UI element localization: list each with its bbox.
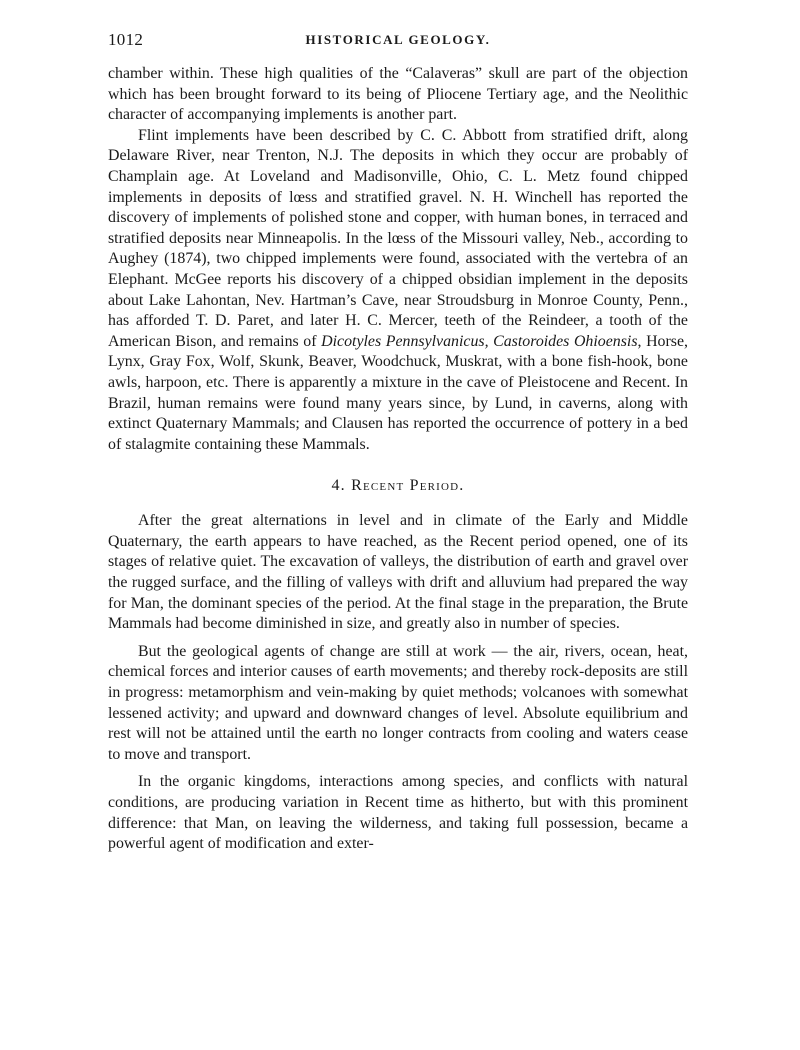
paragraph-geological-agents: But the geological agents of change are still at work — the air, rivers, ocean, heat, chemical forces and interior causes of earth movements; and thereby rock-deposits are still in progress: metamorphism and vein-making by quiet methods; volcanoes with somewhat lessened activity; and upward and downward changes of level. Absolute equilibrium and rest will not be attained until the earth no longer contracts from cooling and waters cease to move and transport. xyxy=(108,642,688,763)
section-heading xyxy=(108,477,688,495)
section-number: 4. xyxy=(331,477,346,495)
paragraph-text: Flint implements have been described by C. C. Abbott from stratified drift, along Delaware River, near Trenton, N.J. The deposits in which they occur are probably of Champlain age. At Loveland and Madisonville, Ohio, C. L. Metz found chipped implements in deposits of lœss and stratified gravel. N. H. Winchell has reported the discovery of implements of polished stone and copper, with human bones, in terraced and stratified deposits near Minneapolis. In the lœss of the Missouri valley, Neb., according to Aughey (1874), two chipped implements were found, associated with the vertebra of an Elephant. McGee reports his discovery of a chipped obsidian implement in the deposits about Lake Lahontan, Nev. Hartman’s Cave, near Stroudsburg in Monroe County, Penn., has afforded T. D. Paret, and later H. C. Mercer, teeth of the Reindeer, a tooth of the American Bison, and remains of xyxy=(108,126,688,350)
page-number: 1012 xyxy=(108,30,144,49)
section-title: Recent Period. xyxy=(351,477,465,495)
running-head xyxy=(108,30,688,56)
book-page xyxy=(108,30,688,855)
paragraph-text: , Horse, Lynx, Gray Fox, Wolf, Skunk, Beaver, Woodchuck, Muskrat, with a bone fish-hook, bone awls, harpoon, etc. There is apparently a mixture in the cave of Pleistocene and Recent. In Brazil, human remains were found many years since, by Lund, in caverns, along with extinct Quaternary Mammals; and Clausen has reported the occurrence of pottery in a bed of stalagmite containing these Mammals. xyxy=(108,332,688,453)
paragraph-recent-period-intro: After the great alternations in level and in climate of the Early and Middle Quaternary, the earth appears to have reached, as the Recent period opened, one of its stages of relative quiet. The excavation of valleys, the distribution of earth and gravel over the rugged surface, and the filling of valleys with drift and alluvium had prepared the way for Man, the dominant species of the period. At the final stage in the preparation, the Brute Mammals had become diminished in size, and greatly also in number of species. xyxy=(108,512,688,633)
paragraph-organic-kingdoms: In the organic kingdoms, interactions among species, and conflicts with natural conditions, are producing variation in Recent time as hitherto, but with this prominent difference: that Man, on leaving the wilderness, and taking full possession, became a powerful agent of modification and exter- xyxy=(108,773,688,853)
species-names-italic: Dicotyles Pennsylvanicus, Castoroides Ohioensis xyxy=(321,332,638,350)
paragraph-flint-implements xyxy=(108,126,688,456)
paragraph-continued: chamber within. These high qualities of the “Calaveras” skull are part of the objection which has been brought forward to its being of Pliocene Tertiary age, and the Neolithic character of accompanying implements is another part. xyxy=(108,65,688,124)
running-title: HISTORICAL GEOLOGY. xyxy=(305,32,491,47)
